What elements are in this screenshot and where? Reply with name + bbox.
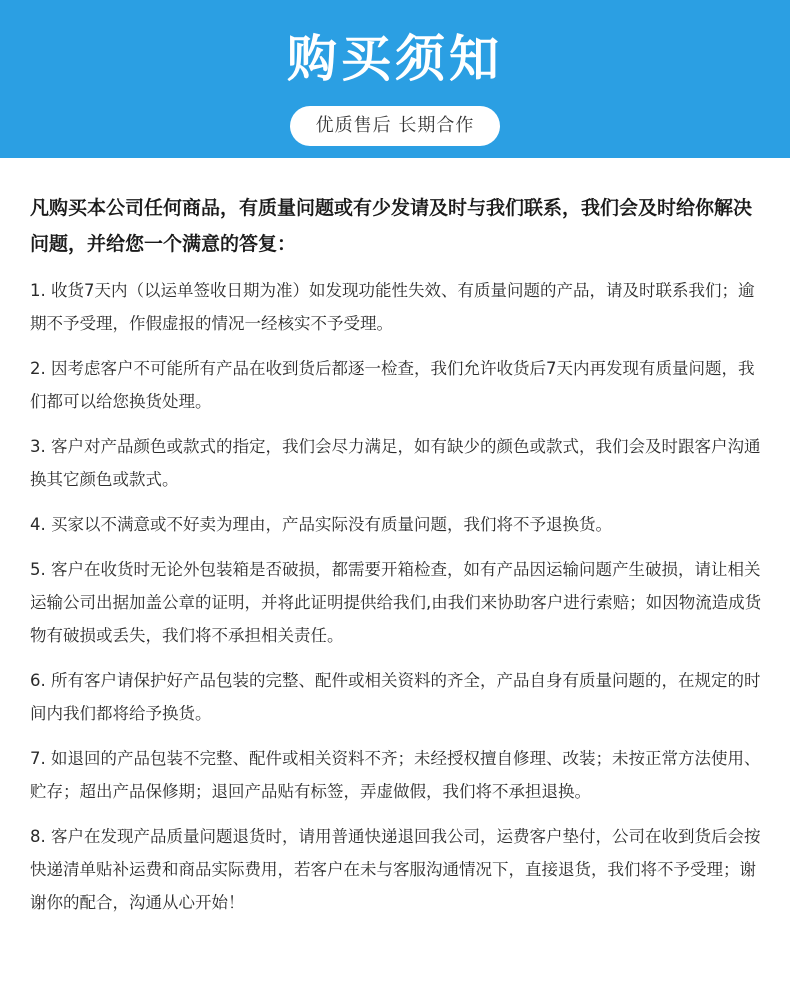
notice-rule-5: 5. 客户在收货时无论外包装箱是否破损，都需要开箱检查，如有产品因运输问题产生破损，请让相关运输公司出据加盖公章的证明，并将此证明提供给我们,由我们来协助客户进行索赔；如因物流造成货物有破损或丢失，我们将不承担相关责任。 xyxy=(30,560,762,645)
notice-rule-4: 4. 买家以不满意或不好卖为理由，产品实际没有质量问题，我们将不予退换货。 xyxy=(30,515,612,534)
notice-rule-7: 7. 如退回的产品包装不完整、配件或相关资料不齐；未经授权擅自修理、改装；未按正常方法使用、贮存；超出产品保修期；退回产品贴有标签，弄虚做假，我们将不承担退换。 xyxy=(30,749,761,801)
notice-rule-6: 6. 所有客户请保护好产品包装的完整、配件或相关资料的齐全，产品自身有质量问题的，在规定的时间内我们都将给予换货。 xyxy=(30,671,761,723)
notice-content xyxy=(30,190,765,931)
subtitle-badge: 优质售后 长期合作 xyxy=(290,106,500,146)
notice-rule-1: 1. 收货7天内（以运单签收日期为准）如发现功能性失效、有质量问题的产品，请及时联系我们；逾期不予受理，作假虚报的情况一经核实不予受理。 xyxy=(30,281,755,333)
page-title: 购买须知 xyxy=(287,30,503,88)
notice-rule-8: 8. 客户在发现产品质量问题退货时，请用普通快递退回我公司，运费客户垫付，公司在收到货后会按快递清单贴补运费和商品实际费用，若客户在未与客服沟通情况下，直接退货，我们将不予受理；谢谢你的配合，沟通从心开始！ xyxy=(30,827,761,912)
notice-intro: 凡购买本公司任何商品，有质量问题或有少发请及时与我们联系，我们会及时给你解决问题，并给您一个满意的答复： xyxy=(30,197,753,255)
notice-rule-3: 3. 客户对产品颜色或款式的指定，我们会尽力满足，如有缺少的颜色或款式，我们会及时跟客户沟通换其它颜色或款式。 xyxy=(30,437,761,489)
notice-rule-2: 2. 因考虑客户不可能所有产品在收到货后都逐一检查，我们允许收货后7天内再发现有质量问题，我们都可以给您换货处理。 xyxy=(30,359,755,411)
header-banner xyxy=(0,0,790,158)
